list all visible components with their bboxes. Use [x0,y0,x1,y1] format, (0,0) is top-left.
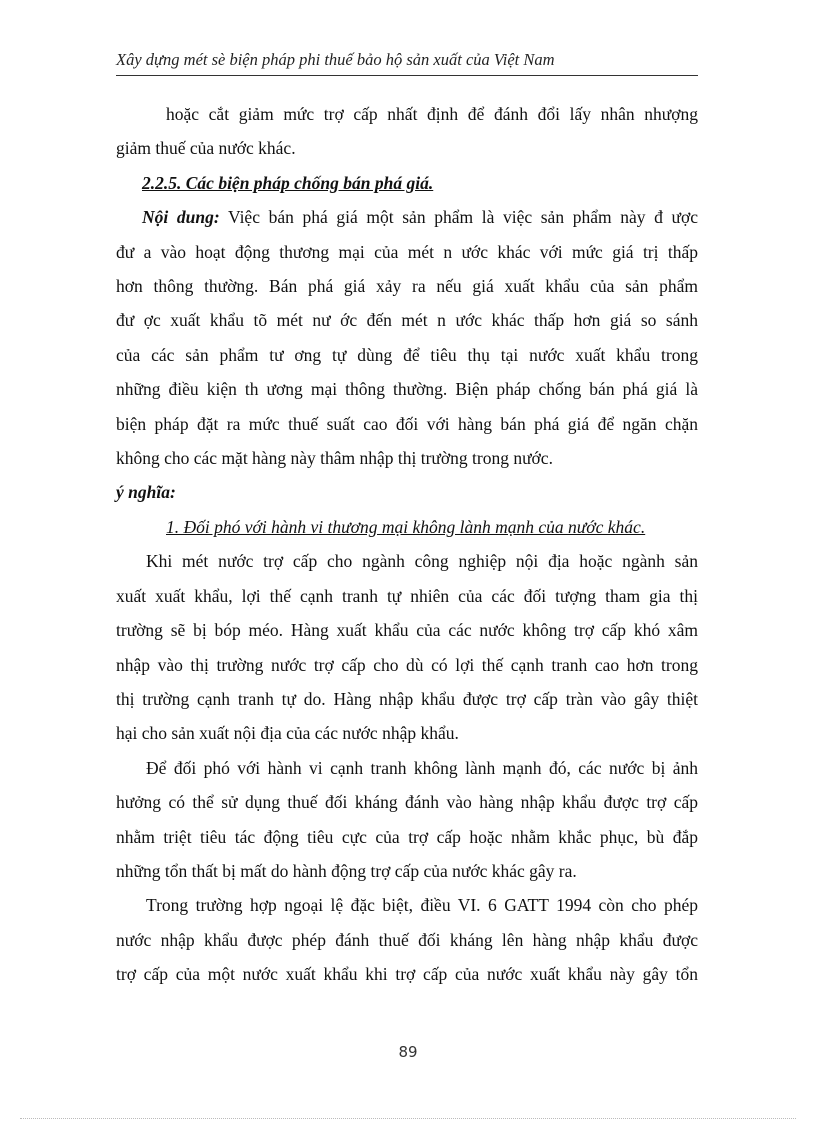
paragraph-line: nước nhập khẩu được phép đánh thuế đối kháng lên hàng nhập khẩu được [116,929,698,950]
document-body [116,97,698,992]
paragraph-line: trợ cấp của một nước xuất khẩu khi trợ cấp của nước xuất khẩu này gây tổn [116,964,698,985]
paragraph-line: nhằm triệt tiêu tác động tiêu cực của trợ cấp hoặc nhằm khắc phục, bù đắp [116,826,698,847]
running-header: Xây dựng mét sè biện pháp phi thuế bảo hộ sản xuất của Việt Nam [116,50,698,76]
paragraph-line: của các sản phẩm tư ơng tự dùng để tiêu thụ tại nước xuất khẩu trong [116,344,698,365]
section-heading: 2.2.5. Các biện pháp chống bán phá giá. [142,172,434,193]
paragraph-line: biện pháp đặt ra mức thuế suất cao đối với hàng bán phá giá để ngăn chặn [116,413,698,434]
paragraph-line: Để đối phó với hành vi cạnh tranh không lành mạnh đó, các nước bị ảnh [146,757,698,778]
paragraph-line: không cho các mặt hàng này thâm nhập thị trường trong nước. [116,448,553,469]
paragraph-line: trường sẽ bị bóp méo. Hàng xuất khẩu của các nước không trợ cấp khó xâm [116,620,698,641]
paragraph-line: hưởng có thể sử dụng thuế đối kháng đánh vào hàng nhập khẩu được trợ cấp [116,792,698,813]
subsection-heading: 1. Đối phó với hành vi thương mại không lành mạnh của nước khác. [166,516,646,537]
paragraph-line: hơn thông thường. Bán phá giá xảy ra nếu giá xuất khẩu của sản phẩm [116,276,698,297]
paragraph-line: hoặc cắt giảm mức trợ cấp nhất định để đánh đổi lấy nhân nhượng [166,104,698,124]
paragraph-line: xuất xuất khẩu, lợi thế cạnh tranh tự nhiên của các đối tượng tham gia thị [116,585,698,606]
paragraph-line: giảm thuế của nước khác. [116,138,296,159]
paragraph-line: nhập vào thị trường nước trợ cấp cho dù có lợi thế cạnh tranh cao hơn trong [116,654,698,675]
paragraph-line: hại cho sản xuất nội địa của các nước nhập khẩu. [116,723,459,744]
page-bottom-divider [20,1118,796,1119]
significance-label: ý nghĩa: [116,482,176,503]
lead-text: Việc bán phá giá một sản phẩm là việc sản phẩm này đ ược [219,207,698,228]
paragraph-line: những tổn thất bị mất do hành động trợ cấp của nước khác gây ra. [116,860,577,881]
paragraph-line: đư a vào hoạt động thương mại của mét n ước khác với mức giá trị thấp [116,241,698,262]
paragraph-line [116,200,698,234]
paragraph-line: đư ợc xuất khẩu tõ mét nư ớc đến mét n ước khác thấp hơn giá so sánh [116,310,698,331]
page-number: 89 [398,1043,418,1061]
paragraph-line: Trong trường hợp ngoại lệ đặc biệt, điều VI. 6 GATT 1994 còn cho phép [146,895,698,916]
lead-label: Nội dung: [142,207,220,228]
paragraph-line: Khi mét nước trợ cấp cho ngành công nghiệp nội địa hoặc ngành sản [146,551,698,572]
paragraph-line: thị trường cạnh tranh tự do. Hàng nhập khẩu được trợ cấp tràn vào gây thiệt [116,688,698,709]
paragraph-line: những điều kiện th ương mại thông thường. Biện pháp chống bán phá giá là [116,379,698,400]
